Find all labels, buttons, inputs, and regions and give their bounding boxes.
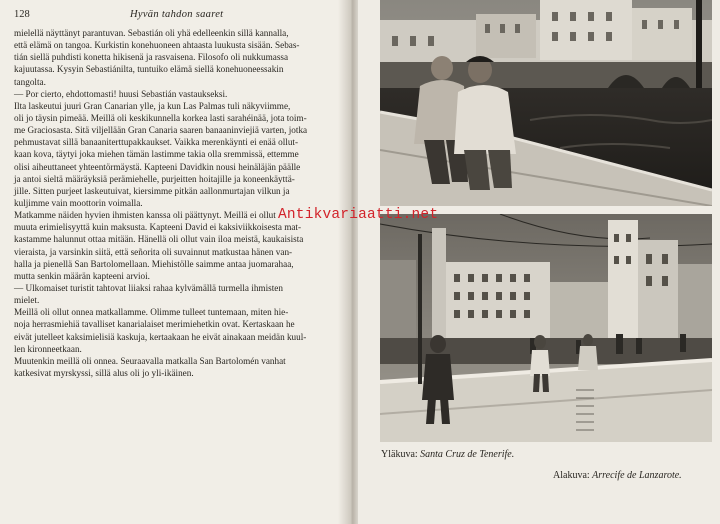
body-text-line: pehmustavat sillä banaaniterttupakkaukset. Vaikka merenkäynti ei enää ollut-	[14, 137, 299, 148]
body-text-line: jille. Sitten purjeet laskeutuivat, kiersimme pitkän aallonmurtajan vilkun ja	[14, 185, 290, 196]
caption-top-place: Santa Cruz de Tenerife.	[420, 449, 515, 460]
photo-bottom-illustration	[380, 214, 712, 442]
body-text-line: — Ulkomaiset turistit tahtovat liiaksi rahaa kylvämällä turmella ihmisten	[14, 282, 283, 293]
body-text-line: eivät jutelleet kaksimielisiä kaskuja, kertaakaan he eivät ainakaan meidän kuul-	[14, 331, 307, 342]
watermark: Antikvariaatti.net	[278, 207, 439, 223]
body-text-line: kaan kova, täytyi joka miehen tämän lastimme takia olla sremmissä, ettemme	[14, 149, 299, 160]
running-title: Hyvän tahdon saaret	[130, 9, 224, 20]
caption-top-label: Yläkuva:	[381, 449, 418, 460]
caption-bottom-place: Arrecife de Lanzarote.	[592, 470, 682, 481]
caption-bottom	[553, 470, 682, 481]
photo-santa-cruz-de-tenerife	[380, 0, 712, 206]
body-text-line: len kironneetkaan.	[14, 343, 82, 354]
photo-arrecife-de-lanzarote	[380, 214, 712, 442]
body-text-line: mutta senkin määrän kapteeni arvioi.	[14, 270, 150, 281]
body-text-line: halla ja pienellä San Bartolomellaan. Miehistölle saimme antaa juomarahaa,	[14, 258, 294, 269]
body-text-line: Muutenkin meillä oli onnea. Seuraavalla matkalla San Bartolomén vanhat	[14, 355, 286, 366]
page-number: 128	[14, 9, 30, 20]
body-text-line: kuljimme vain moottorin voimalla.	[14, 197, 143, 208]
body-text-line: noja herrasmiehiä tavalliset kanarialaiset merimiehetkin ovat. Kertaskaan he	[14, 319, 295, 330]
caption-bottom-label: Alakuva:	[553, 470, 590, 481]
body-text-line: Ilta laskeutui juuri Gran Canarian ylle, ja kun Las Palmas tuli näkyviimme,	[14, 100, 291, 111]
left-page	[0, 0, 352, 524]
body-text-line: — Por cierto, ehdottomasti! huusi Sebastián vastaukseksi.	[14, 88, 228, 99]
body-text-line: me Graciosasta. Sitä viljellään Gran Canaria saaren banaaninviejiä varten, jotka	[14, 125, 308, 136]
body-text-line: tangolta.	[14, 76, 46, 87]
body-text-line: mielet.	[14, 295, 40, 306]
body-text-line: olisi aiheuttaneet yhteentörmäystä. Kapteeni Davidkin nousi heinäläjän päälle	[14, 161, 301, 172]
page-header	[14, 9, 334, 23]
body-text-line: katkesivat myrskyssi, sillä alus oli jo yli-ikäinen.	[14, 367, 194, 378]
body-text-line: Meillä oli ollut onnea matkallamme. Olimme tulleet tuntemaan, miten hie-	[14, 307, 289, 318]
caption-top	[381, 449, 514, 460]
photo-top-illustration	[380, 0, 712, 206]
body-text	[14, 27, 334, 379]
body-text-line: että elämä on tangoa. Kurkistin konehuoneen ahtaasta luukusta sisään. Sebas-	[14, 40, 300, 51]
body-text-line: kajuutassa. Kysyin Sebastiánilta, tuntuiko elämä siellä konehuoneessakin	[14, 64, 284, 75]
body-text-line: vieraista, ja varsinkin siitä, että señorita oli suvainnut matkustaa hänen van-	[14, 246, 293, 257]
body-text-line: muuta erimielisyyttä kuin maksusta. Kapteeni David ei kaksiviikkoisesta mat-	[14, 222, 302, 233]
body-text-line: ja antoi sieltä määräyksiä perämiehelle, purjeitten hoitajille ja koneenkäyttä-	[14, 173, 295, 184]
body-text-line: mielellä näyttänyt parantuvan. Sebastián oli yhä edelleenkin sillä kannalla,	[14, 28, 289, 38]
body-text-line: tián siellä puhdisti konetta hikisenä ja rasvaisena. Filosofo oli nukkumassa	[14, 52, 289, 63]
body-text-line: oli jo täysin pimeää. Meillä oli keskikunnella korkea lasti sarahéinää, jota toim-	[14, 112, 307, 123]
body-text-line: kastamme halunnut ottaa mitään. Hänellä oli ollut vain iloa meistä, kaukaisista	[14, 234, 304, 245]
body-text-line: Matkamme näiden hyvien ihmisten kanssa oli päättynyt. Meillä ei ollut	[14, 210, 276, 221]
